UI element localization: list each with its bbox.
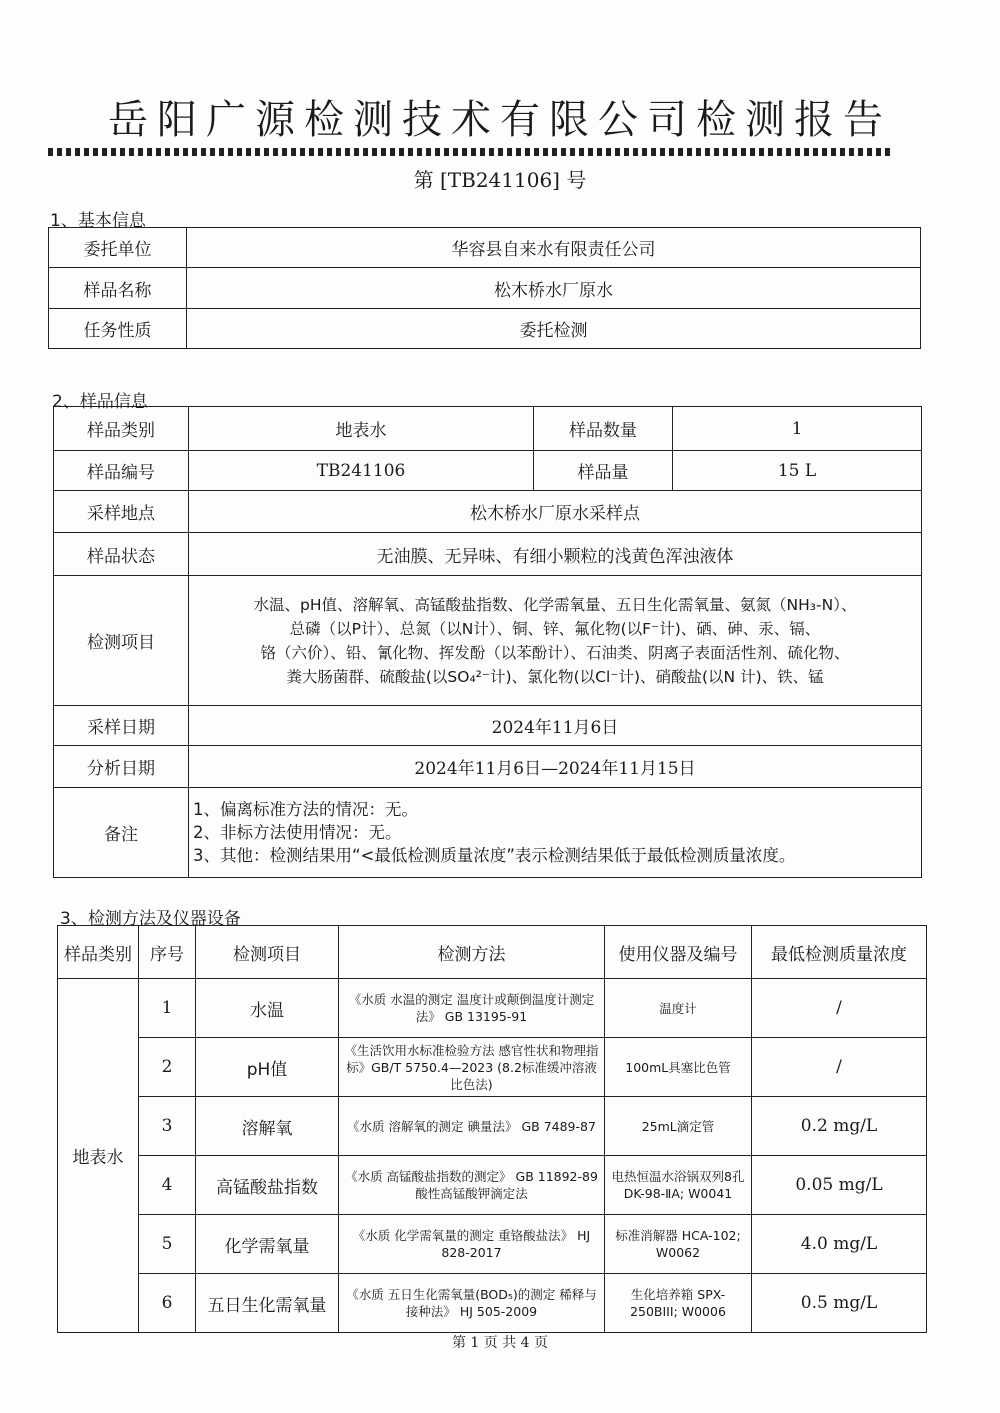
detection-limit: / xyxy=(752,979,927,1038)
sample-category: 地表水 xyxy=(189,407,534,451)
label: 样品数量 xyxy=(534,407,673,451)
label: 备注 xyxy=(54,788,189,878)
test-method: 《生活饮用水标准检验方法 感官性状和物理指标》GB/T 5750.4—2023 (8.2标准缓冲溶液比色法) xyxy=(339,1038,605,1097)
label: 任务性质 xyxy=(49,309,187,349)
row-number: 3 xyxy=(139,1097,196,1156)
detection-limit: 0.5 mg/L xyxy=(752,1274,927,1333)
table-row xyxy=(58,979,927,1038)
label: 检测项目 xyxy=(54,576,189,706)
table-row xyxy=(58,1274,927,1333)
test-item: 化学需氧量 xyxy=(196,1215,339,1274)
instrument: 100mL具塞比色管 xyxy=(605,1038,752,1097)
detection-limit: 0.05 mg/L xyxy=(752,1156,927,1215)
test-item: 溶解氧 xyxy=(196,1097,339,1156)
sample-id: TB241106 xyxy=(189,451,534,491)
column-header: 最低检测质量浓度 xyxy=(752,926,927,979)
dotted-divider xyxy=(48,148,890,156)
row-number: 6 xyxy=(139,1274,196,1333)
sample-amount: 15 L xyxy=(673,451,922,491)
detection-limit: / xyxy=(752,1038,927,1097)
task-type: 委托检测 xyxy=(187,309,921,349)
analysis-date: 2024年11月6日—2024年11月15日 xyxy=(189,746,922,788)
remark-line: 2、非标方法使用情况：无。 xyxy=(193,823,402,842)
methods-table xyxy=(57,925,927,1333)
test-item: pH值 xyxy=(196,1038,339,1097)
test-items-line: 水温、pH值、溶解氧、高锰酸盐指数、化学需氧量、五日生化需氧量、氨氮（NH₃-N）、 xyxy=(253,595,857,614)
table-row xyxy=(58,1097,927,1156)
row-number: 2 xyxy=(139,1038,196,1097)
header-row xyxy=(58,926,927,979)
row-number: 5 xyxy=(139,1215,196,1274)
test-method: 《水质 高锰酸盐指数的测定》 GB 11892-89 酸性高锰酸钾滴定法 xyxy=(339,1156,605,1215)
column-header: 检测方法 xyxy=(339,926,605,979)
label: 样品类别 xyxy=(54,407,189,451)
section1-heading: 1、基本信息 xyxy=(50,211,146,231)
row-number: 4 xyxy=(139,1156,196,1215)
test-items-line: 总磷（以P计）、总氮（以N计）、铜、锌、氟化物(以F⁻计)、硒、砷、汞、镉、 xyxy=(289,619,821,638)
remarks xyxy=(189,788,922,878)
test-items xyxy=(189,576,922,706)
test-items-line: 铬（六价）、铅、氰化物、挥发酚（以苯酚计）、石油类、阴离子表面活性剂、硫化物、 xyxy=(260,643,850,662)
basic-info-table xyxy=(48,227,921,349)
test-item: 五日生化需氧量 xyxy=(196,1274,339,1333)
remark-line: 1、偏离标准方法的情况：无。 xyxy=(193,800,418,819)
remark-line: 3、其他：检测结果用“<最低检测质量浓度”表示检测结果低于最低检测质量浓度。 xyxy=(193,846,796,865)
test-method: 《水质 溶解氧的测定 碘量法》 GB 7489-87 xyxy=(339,1097,605,1156)
sample-count: 1 xyxy=(673,407,922,451)
test-items-line: 粪大肠菌群、硫酸盐(以SO₄²⁻计)、氯化物(以Cl⁻计)、硝酸盐(以N 计)、铁、锰 xyxy=(286,667,824,686)
test-item: 水温 xyxy=(196,979,339,1038)
instrument: 温度计 xyxy=(605,979,752,1038)
report-title: 岳阳广源检测技术有限公司检测报告 xyxy=(108,97,892,143)
section2-heading: 2、样品信息 xyxy=(52,392,148,412)
table-row xyxy=(49,228,921,268)
label: 采样地点 xyxy=(54,491,189,533)
client: 华容县自来水有限责任公司 xyxy=(187,228,921,268)
sample-state: 无油膜、无异味、有细小颗粒的浅黄色浑浊液体 xyxy=(189,533,922,576)
label: 样品量 xyxy=(534,451,673,491)
test-method: 《水质 水温的测定 温度计或颠倒温度计测定法》 GB 13195-91 xyxy=(339,979,605,1038)
sample-info-table xyxy=(53,406,922,878)
test-method: 《水质 五日生化需氧量(BOD₅)的测定 稀释与接种法》 HJ 505-2009 xyxy=(339,1274,605,1333)
detection-limit: 4.0 mg/L xyxy=(752,1215,927,1274)
sampling-date: 2024年11月6日 xyxy=(189,706,922,746)
table-row xyxy=(49,268,921,309)
label: 委托单位 xyxy=(49,228,187,268)
sample-category: 地表水 xyxy=(58,979,139,1333)
table-row xyxy=(58,1156,927,1215)
instrument: 电热恒温水浴锅双列8孔 DK-98-ⅡA; W0041 xyxy=(605,1156,752,1215)
sampling-site: 松木桥水厂原水采样点 xyxy=(189,491,922,533)
page-footer: 第 1 页 共 4 页 xyxy=(451,1335,549,1351)
column-header: 样品类别 xyxy=(58,926,139,979)
test-item: 高锰酸盐指数 xyxy=(196,1156,339,1215)
column-header: 检测项目 xyxy=(196,926,339,979)
instrument: 生化培养箱 SPX-250BIII; W0006 xyxy=(605,1274,752,1333)
section3-heading: 3、检测方法及仪器设备 xyxy=(60,909,241,929)
detection-limit: 0.2 mg/L xyxy=(752,1097,927,1156)
column-header: 使用仪器及编号 xyxy=(605,926,752,979)
label: 采样日期 xyxy=(54,706,189,746)
table-row xyxy=(49,309,921,349)
label: 样品状态 xyxy=(54,533,189,576)
table-row xyxy=(58,1038,927,1097)
column-header: 序号 xyxy=(139,926,196,979)
report-number: 第 [TB241106] 号 xyxy=(413,168,587,192)
label: 样品名称 xyxy=(49,268,187,309)
label: 分析日期 xyxy=(54,746,189,788)
instrument: 25mL滴定管 xyxy=(605,1097,752,1156)
row-number: 1 xyxy=(139,979,196,1038)
sample-name: 松木桥水厂原水 xyxy=(187,268,921,309)
instrument: 标准消解器 HCA-102; W0062 xyxy=(605,1215,752,1274)
table-row xyxy=(58,1215,927,1274)
test-method: 《水质 化学需氧量的测定 重铬酸盐法》 HJ 828-2017 xyxy=(339,1215,605,1274)
label: 样品编号 xyxy=(54,451,189,491)
